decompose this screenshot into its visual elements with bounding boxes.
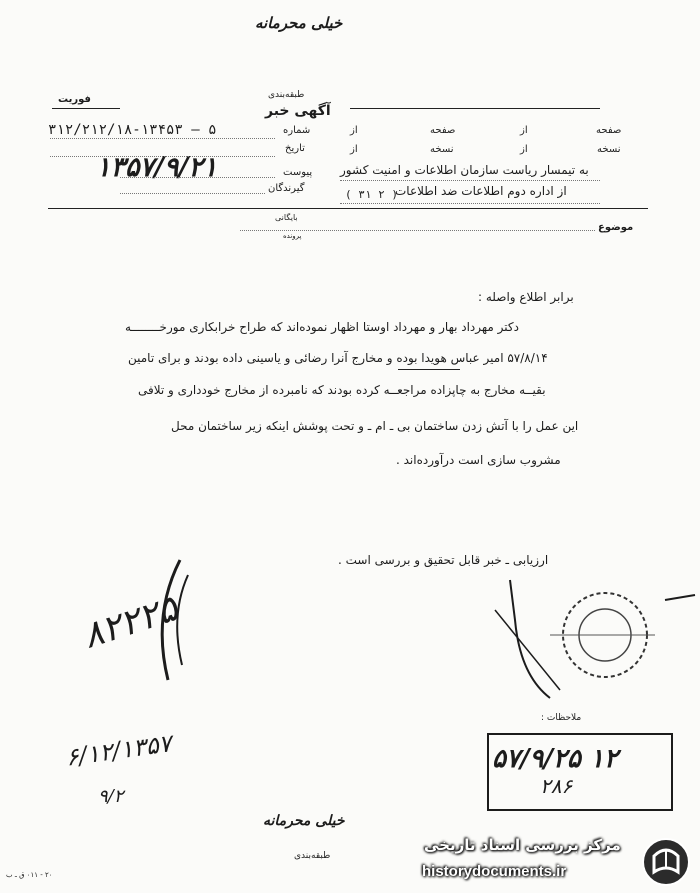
copy-from: از bbox=[520, 144, 528, 155]
subject-dots bbox=[240, 230, 595, 231]
body-line-2: ۵۷/۸/۱۴ امیر عباس هویدا بوده و مخارج آنرا رضائی و یاسینی داده‌ بودند و برای تامین bbox=[128, 351, 548, 365]
addressee-line-1: به تیمسار ریاست سازمان اطلاعات و امنیت کشور bbox=[340, 163, 589, 177]
addressee-line-2: از اداره دوم اطلاعات ضد اطلاعات bbox=[395, 184, 567, 198]
copy-from-2: از bbox=[350, 144, 358, 155]
addressee-dots-1 bbox=[340, 180, 600, 181]
page-from: از bbox=[520, 125, 528, 136]
top-classification: خیلی محرمانه bbox=[255, 14, 343, 32]
date-value: ۱۳۵۷/۹/۲۱ bbox=[96, 152, 218, 183]
form-title: آگهی خبر bbox=[265, 103, 331, 119]
archive-label: بایگانی bbox=[275, 213, 298, 222]
recipients-label: گیرندگان bbox=[268, 183, 305, 194]
evaluation: ارزیابی ـ خبر قابل تحقیق و بررسی است . bbox=[338, 553, 549, 567]
handwritten-date: ۶/۱۲/۱۳۵۷ bbox=[64, 729, 174, 772]
bottom-classification-label: طبقه‌بندی bbox=[294, 851, 331, 861]
remarks-label: ملاحظات : bbox=[541, 713, 582, 723]
body-line-5: مشروب سازی است درآورده‌اند . bbox=[396, 453, 561, 467]
copy-copy: نسخه bbox=[430, 144, 454, 155]
handwritten-number: ۸۲۲۲۵ bbox=[78, 588, 183, 657]
stamp-initials: ۲۸۶ bbox=[540, 774, 573, 798]
page-from-2: از bbox=[350, 125, 358, 136]
date-label: تاریخ bbox=[285, 143, 305, 154]
classification-label: طبقه‌بندی bbox=[268, 90, 305, 100]
header-rule bbox=[48, 208, 648, 209]
copy-label: نسخه bbox=[597, 144, 621, 155]
handwritten-initial: ۹/۲ bbox=[98, 786, 124, 807]
watermark-logo-icon bbox=[640, 836, 692, 888]
body-intro: برابر اطلاع واصله : bbox=[478, 290, 574, 304]
bottom-classification: خیلی محرمانه bbox=[263, 813, 345, 829]
recipients-dots bbox=[120, 193, 265, 194]
stamp-date: ۵۷/۹/۲۵ ۱۲ bbox=[492, 744, 618, 774]
addressee-dots-2 bbox=[340, 203, 600, 204]
number-value: ۳۱۲/۲۱۲/۱۸-۱۳۴۵۳ — ۵ bbox=[48, 122, 217, 138]
addressee-code: ( ۳۱ ۲ ) bbox=[345, 188, 398, 201]
watermark-url: historydocuments.ir bbox=[422, 863, 567, 880]
watermark-title: مرکز بررسی اسناد تاریخی bbox=[424, 836, 621, 854]
body-line-4: این عمل را با آتش زدن ساختمان بی ـ ام ـ و تحت پوشش اینکه زیر ساختمان محل bbox=[171, 419, 579, 433]
page-page: صفحه bbox=[430, 125, 456, 136]
number-dots bbox=[50, 138, 275, 139]
attachment-label: پیوست bbox=[283, 167, 313, 178]
date-dots bbox=[50, 156, 275, 157]
archive-sub-label: پرونده bbox=[283, 232, 302, 240]
urgency-line bbox=[52, 108, 120, 109]
title-line bbox=[350, 108, 600, 109]
watermark bbox=[418, 832, 700, 893]
form-code: ۲۰ - ۰۱۱ ق ـ ب bbox=[6, 871, 53, 879]
body-line-1: دکتر مهرداد بهار و مهرداد اوستا اظهار نموده‌اند که طراح خرابکاری مورخــــــــه bbox=[125, 320, 519, 334]
handwritten-bracket bbox=[150, 555, 190, 685]
body-line-3: بقیــه مخارج به چاپزاده مراجعــه کرده بودند که نامبرده از مخارج خودداری و تلافی bbox=[138, 383, 546, 397]
subject-label: موضوع bbox=[598, 222, 634, 233]
attachment-dots bbox=[120, 177, 275, 178]
page-label: صفحه bbox=[596, 125, 622, 136]
number-label: شماره bbox=[283, 125, 311, 136]
name-underline bbox=[398, 369, 460, 370]
urgency-label: فوریت bbox=[58, 94, 91, 105]
round-stamp bbox=[490, 580, 700, 700]
